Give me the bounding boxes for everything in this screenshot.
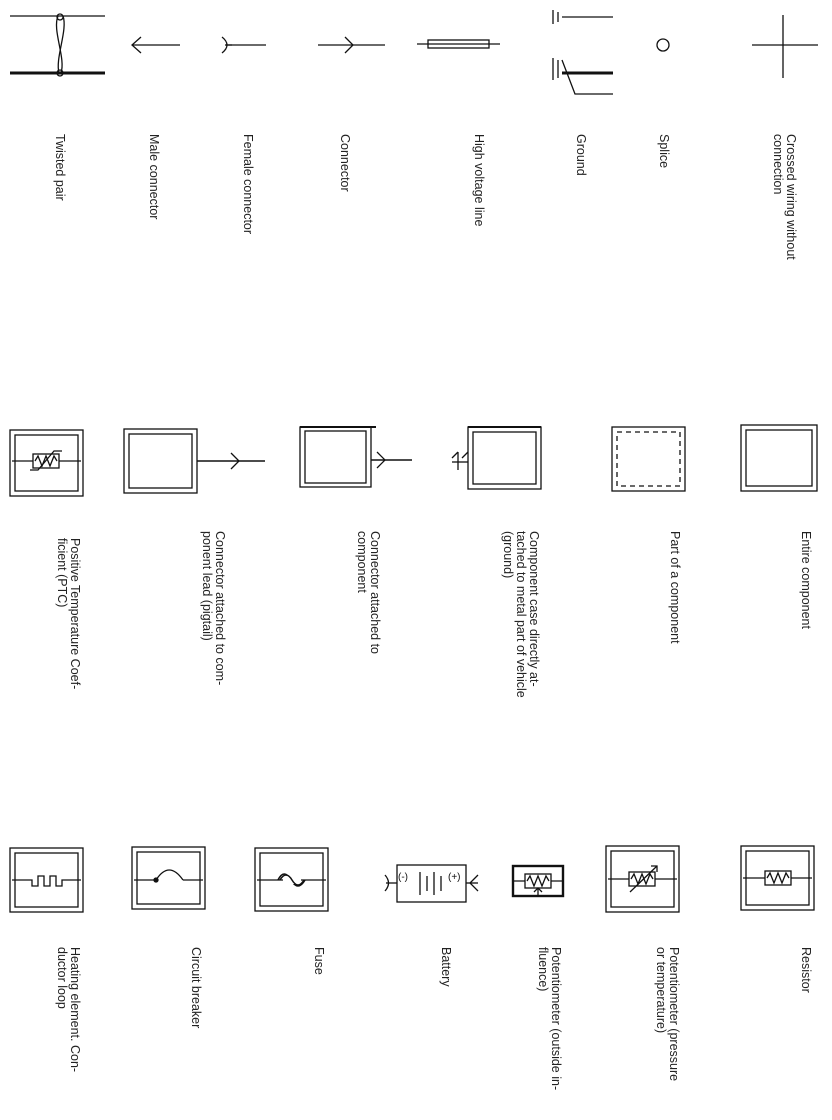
label-component-case-ground: Component case directly at- tached to metal part of vehicle (ground) [501,531,541,698]
label-part-of-component: Part of a component [668,531,682,644]
label-connector-pigtail: Connector attached to com- ponent lead (pigtail) [200,531,227,686]
male-connector-symbol [132,37,180,53]
label-entire-component: Entire component [799,531,813,629]
fuse-symbol [255,848,328,911]
entire-component-symbol [741,425,817,491]
label-battery: Battery [439,947,453,987]
twisted-pair-symbol [10,14,105,76]
resistor-symbol [741,846,814,910]
label-connector-to-component: Connector attached to component [355,531,382,654]
label-female-connector: Female connector [241,134,255,235]
connector-symbol [318,37,385,53]
ptc-symbol [10,430,83,496]
splice-symbol [657,39,669,51]
crossed-wiring-symbol [752,15,818,78]
connector-to-component-symbol [300,427,412,487]
battery-plus-sign: (+) [448,872,461,883]
ground-symbol [553,10,613,94]
label-fuse: Fuse [312,947,326,975]
label-male-connector: Male connector [147,134,161,220]
potentiometer-outside-symbol [513,866,563,896]
label-ground: Ground [574,134,588,176]
label-ptc: Positive Temperature Coef- ficient (PTC) [55,538,82,690]
battery-minus-sign: (-) [398,872,408,883]
label-high-voltage-line: High voltage line [472,134,486,227]
component-case-ground-symbol [452,427,541,489]
potentiometer-pressure-symbol [606,846,679,912]
high-voltage-line-symbol [417,40,500,48]
label-connector: Connector [338,134,352,192]
label-splice: Splice [657,134,671,169]
connector-pigtail-symbol [124,429,265,493]
label-resistor: Resistor [799,947,813,993]
label-twisted-pair: Twisted pair [53,134,67,201]
part-of-component-symbol [612,427,685,491]
heating-element-symbol [10,848,83,912]
label-crossed-wiring: Crossed wiring without connection [771,134,798,260]
circuit-breaker-symbol [132,847,205,909]
battery-symbol [385,865,478,902]
label-circuit-breaker: Circuit breaker [189,947,203,1029]
label-potentiometer-outside: Potentiometer (outside in- fluence) [536,947,563,1091]
label-potentiometer-pressure: Potentiometer (pressure or temperature) [654,947,681,1082]
female-connector-symbol [222,37,266,53]
label-heating-element: Heating element. Con- ductor loop [55,947,82,1073]
